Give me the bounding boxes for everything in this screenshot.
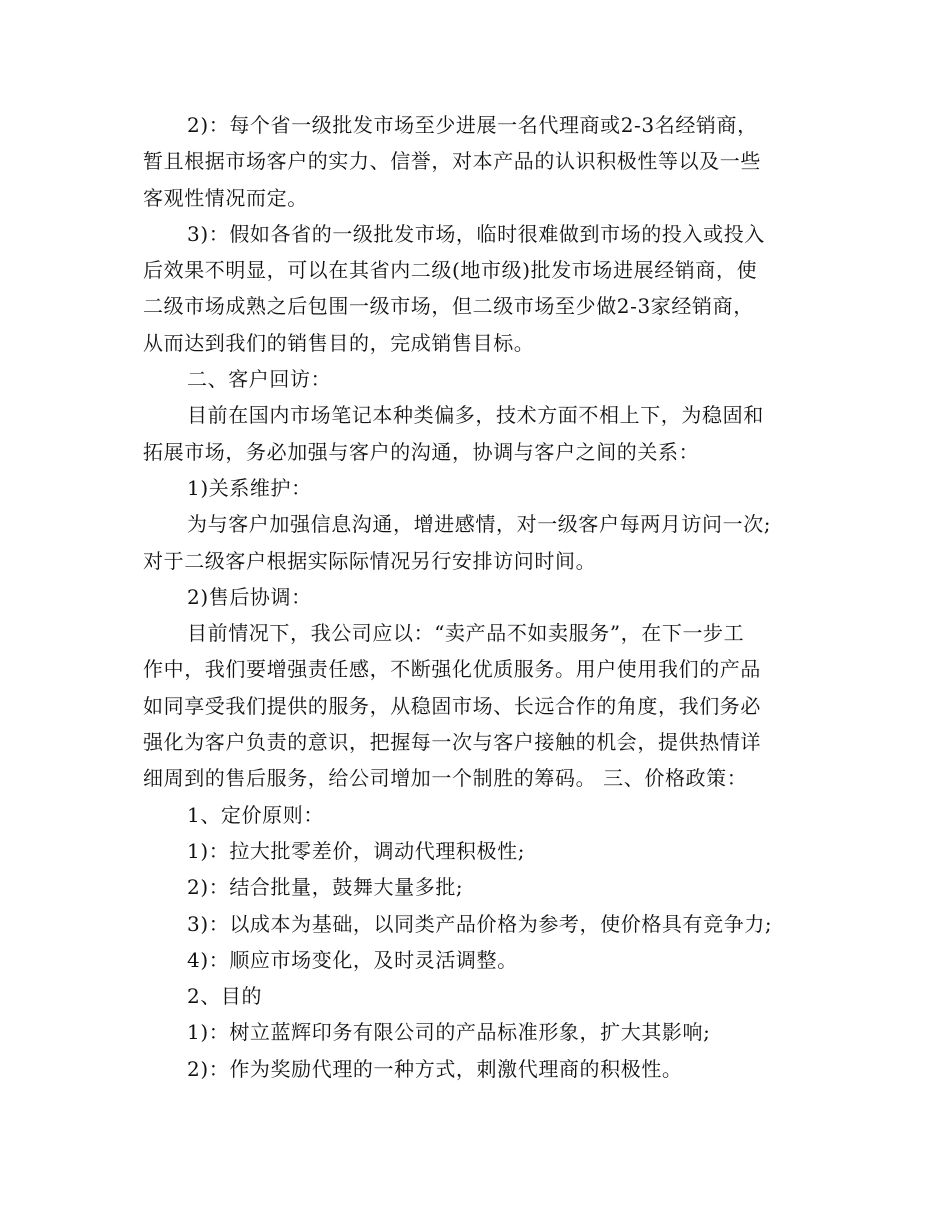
text-line: 3)：假如各省的一级批发市场，临时很难做到市场的投入或投入 [187,221,765,246]
text-line: 细周到的售后服务，给公司增加一个制胜的筹码。 三、价格政策： [143,766,748,791]
text-line: 2)：结合批量，鼓舞大量多批; [187,875,464,900]
text-line: 1、定价原则： [187,802,324,827]
text-line: 暂且根据市场客户的实力、信誉，对本产品的认识积极性等以及一些 [143,149,761,174]
text-line: 目前在国内市场笔记本种类偏多，技术方面不相上下，为稳固和 [187,403,764,428]
text-line: 拓展市场，务必加强与客户的沟通，协调与客户之间的关系： [143,439,700,464]
text-line: 二级市场成熟之后包围一级市场，但二级市场至少做2-3家经销商， [143,294,754,319]
text-line: 后效果不明显，可以在其省内二级(地市级)批发市场进展经销商，使 [143,258,758,283]
text-line: 1)：拉大批零差价，调动代理积极性; [187,838,526,863]
text-line: 2)：作为奖励代理的一种方式，刺激代理商的积极性。 [187,1056,683,1081]
text-line: 1)关系维护： [187,475,312,500]
text-line: 作中，我们要增强责任感，不断强化优质服务。用户使用我们的产品 [143,657,761,682]
text-line: 二、客户回访： [187,367,332,392]
text-line: 2、目的 [187,984,263,1009]
text-line: 目前情况下，我公司应以：“卖产品不如卖服务”，在下一步工 [187,621,745,646]
text-line: 客观性情况而定。 [143,185,308,210]
text-line: 强化为客户负责的意识，把握每一次与客户接触的机会，提供热情详 [143,730,761,755]
text-line: 2)：每个省一级批发市场至少进展一名代理商或2-3名经销商， [187,113,758,137]
text-line: 1)：树立蓝辉印务有限公司的产品标准形象，扩大其影响; [187,1020,711,1045]
document-body [143,107,823,1087]
text-line: 从而达到我们的销售目的，完成销售目标。 [143,330,535,355]
text-line: 如同享受我们提供的服务，从稳固市场、长远合作的角度，我们务必 [143,693,761,718]
text-line: 2)售后协调： [187,584,312,609]
text-line: 4)：顺应市场变化，及时灵活调整。 [187,947,518,972]
text-line: 3)：以成本为基础，以同类产品价格为参考，使价格具有竞争力; [187,911,773,936]
text-line: 对于二级客户根据实际际情况另行安排访问时间。 [143,548,597,573]
text-line: 为与客户加强信息沟通，增进感情，对一级客户每两月访问一次; [187,512,772,537]
